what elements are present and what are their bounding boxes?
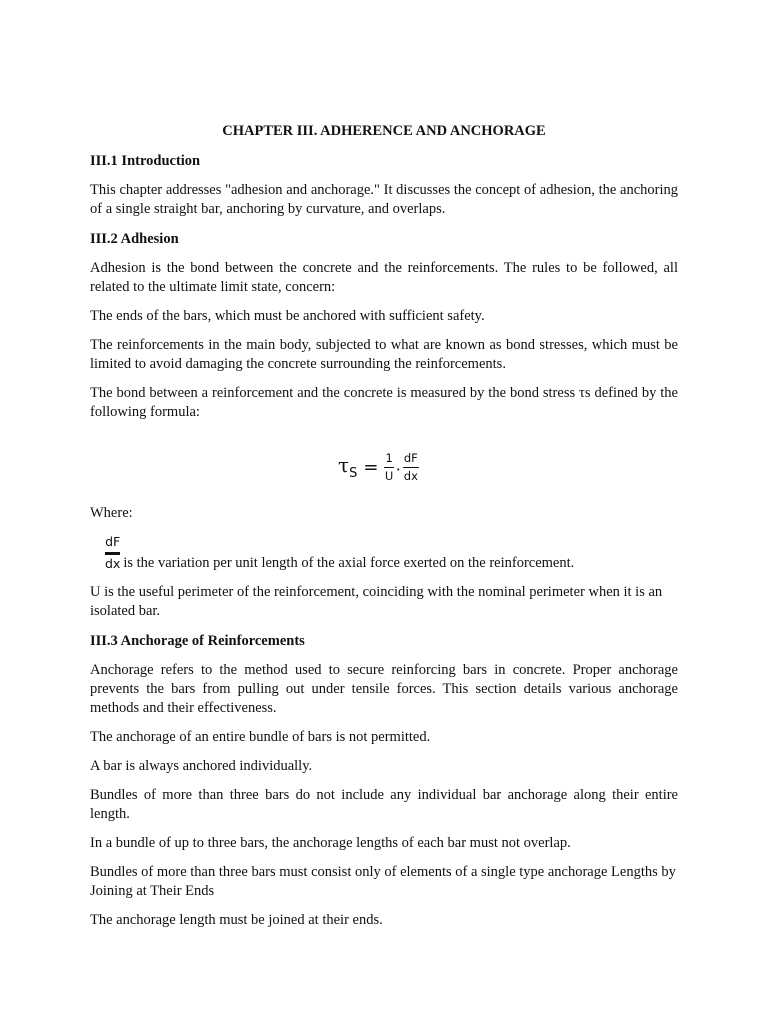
bond-stress-formula (90, 446, 678, 488)
formula-fraction-df-dx: $\frac{dF}{dx}$ (403, 450, 418, 483)
paragraph-anchorage-3: A bar is always anchored individually. (90, 758, 313, 774)
paragraph-adhesion-4: The bond between a reinforcement and the concrete is measured by the bond stress τs defined by the following formula: (90, 385, 678, 420)
paragraph-introduction: This chapter addresses "adhesion and anchorage." It discusses the concept of adhesion, the anchoring of a single straight bar, anchoring by curvature, and overlaps. (90, 182, 678, 217)
heading-anchorage: III.3 Anchorage of Reinforcements (90, 633, 305, 649)
derivative-fraction: dF dx (105, 534, 121, 571)
paragraph-adhesion-2: The ends of the bars, which must be anchored with sufficient safety. (90, 308, 485, 324)
paragraph-adhesion-1: Adhesion is the bond between the concrete and the reinforcements. The rules to be followed, all related to the ultimate limit state, concern: (90, 260, 678, 295)
formula-fraction-1-over-u: $\frac{1}{U}$ (384, 450, 394, 483)
formula-dot: · (395, 459, 401, 479)
paragraph-anchorage-7: The anchorage length must be joined at their ends. (90, 912, 383, 928)
paragraph-anchorage-4: Bundles of more than three bars do not include any individual bar anchorage along their entire length. (90, 787, 678, 822)
paragraph-perimeter: U is the useful perimeter of the reinforcement, coinciding with the nominal perimeter when it is an isolated bar. (90, 584, 663, 619)
where-label: Where: (90, 505, 133, 521)
document-page (90, 112, 678, 930)
heading-introduction: III.1 Introduction (90, 153, 201, 169)
derivative-definition (105, 535, 678, 573)
formula-tau: $\tau_S$ (338, 453, 358, 481)
paragraph-anchorage-2: The anchorage of an entire bundle of bars is not permitted. (90, 729, 431, 745)
chapter-title: CHAPTER III. ADHERENCE AND ANCHORAGE (222, 123, 546, 139)
derivative-text: is the variation per unit length of the axial force exerted on the reinforcement. (123, 555, 575, 571)
paragraph-anchorage-6: Bundles of more than three bars must consist only of elements of a single type anchorage Lengths by Joining at Their Ends (90, 864, 676, 899)
paragraph-anchorage-5: In a bundle of up to three bars, the anchorage lengths of each bar must not overlap. (90, 835, 571, 851)
paragraph-adhesion-3: The reinforcements in the main body, subjected to what are known as bond stresses, which must be limited to avoid damaging the concrete surrounding the reinforcements. (90, 337, 678, 372)
formula-equals: = (363, 456, 379, 478)
heading-adhesion: III.2 Adhesion (90, 231, 179, 247)
paragraph-anchorage-1: Anchorage refers to the method used to secure reinforcing bars in concrete. Proper anchorage prevents the bars from pulling out under tensile forces. This section details various anchorage methods and their effectiveness. (90, 662, 678, 716)
